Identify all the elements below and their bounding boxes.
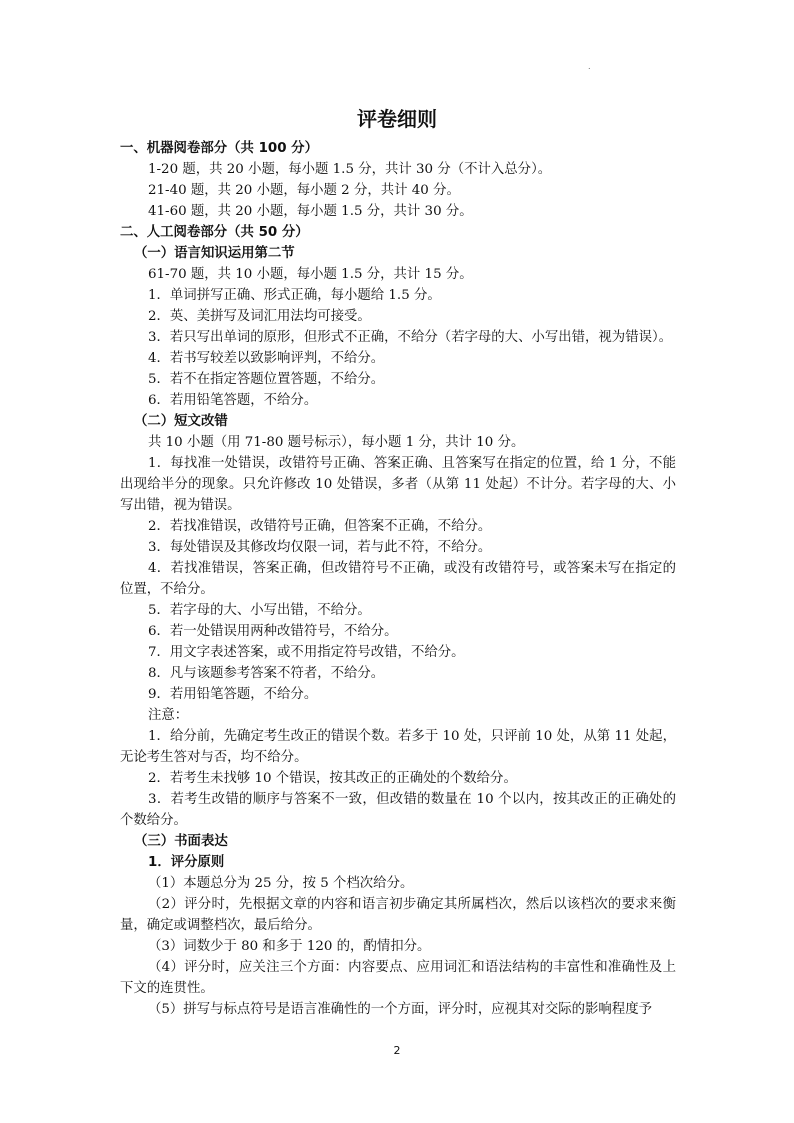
part-3-rule-1: （1）本题总分为 25 分，按 5 个档次给分。	[148, 876, 414, 891]
part-1-intro: 61-70 题，共 10 小题，每小题 1.5 分，共计 15 分。	[148, 267, 473, 282]
part-1-heading: （一）语言知识运用第二节	[134, 246, 295, 261]
section-1-line-2: 21-40 题，共 20 小题，每小题 2 分，共计 40 分。	[148, 183, 460, 198]
part-2-rule-9: 9．若用铅笔答题，不给分。	[148, 687, 318, 702]
part-2-rule-4: 4．若找准错误，答案正确，但改错符号不正确，或没有改错符号，或答案未写在指定的位置，不给分。	[120, 561, 676, 597]
part-2-note-label: 注意：	[148, 708, 189, 723]
page-title: 评卷细则	[357, 107, 437, 131]
part-3-subheading: 1．评分原则	[148, 855, 225, 870]
part-1-rule-2: 2．英、美拼写及词汇用法均可接受。	[148, 309, 371, 324]
section-1-heading: 一、机器阅卷部分（共 100 分）	[120, 141, 318, 156]
part-2-rule-1: 1．每找准一处错误，改错符号正确、答案正确、且答案写在指定的位置，给 1 分，不能出现给半分的现象。只允许修改 10 处错误，多者（从第 11 处起）不计分。若字母的大、小写出错，视为错误。	[120, 456, 676, 513]
part-3-rule-3: （3）词数少于 80 和多于 120 的，酌情扣分。	[148, 939, 431, 954]
part-1-rule-3: 3．若只写出单词的原形，但形式不正确，不给分（若字母的大、小写出错，视为错误）。	[148, 330, 673, 345]
part-2-rule-7: 7．用文字表述答案，或不用指定符号改错，不给分。	[148, 645, 465, 660]
part-2-heading: （二）短文改错	[134, 414, 228, 429]
part-2-note-1: 1．给分前，先确定考生改正的错误个数。若多于 10 处，只评前 10 处，从第 11 处起，无论考生答对与否，均不给分。	[120, 729, 676, 765]
section-2-heading: 二、人工阅卷部分（共 50 分）	[120, 225, 309, 240]
part-2-rule-6: 6．若一处错误用两种改错符号，不给分。	[148, 624, 398, 639]
section-1-line-3: 41-60 题，共 20 小题，每小题 1.5 分，共计 30 分。	[148, 204, 473, 219]
part-3-rule-5: （5）拼写与标点符号是语言准确性的一个方面，评分时，应视其对交际的影响程度予	[148, 1002, 652, 1017]
part-3-heading: （三）书面表达	[134, 834, 228, 849]
part-2-rule-5: 5．若字母的大、小写出错，不给分。	[148, 603, 371, 618]
document-body	[120, 138, 676, 1020]
part-2-note-3: 3．若考生改错的顺序与答案不一致，但改错的数量在 10 个以内，按其改正的正确处的个数给分。	[120, 792, 676, 828]
part-2-note-2: 2．若考生未找够 10 个错误，按其改正的正确处的个数给分。	[148, 771, 517, 786]
part-2-rule-3: 3．每处错误及其修改均仅限一词，若与此不符，不给分。	[148, 540, 492, 555]
part-2-intro: 共 10 小题（用 71-80 题号标示），每小题 1 分，共计 10 分。	[148, 435, 525, 450]
part-1-rule-6: 6．若用铅笔答题，不给分。	[148, 393, 318, 408]
corner-dot: .	[588, 62, 591, 71]
page-number: 2	[393, 1044, 401, 1057]
part-1-rule-5: 5．若不在指定答题位置答题，不给分。	[148, 372, 385, 387]
section-1-line-1: 1-20 题，共 20 小题，每小题 1.5 分，共计 30 分（不计入总分）。	[148, 162, 552, 177]
part-2-rule-8: 8．凡与该题参考答案不符者，不给分。	[148, 666, 385, 681]
part-3-rule-4: （4）评分时，应关注三个方面：内容要点、应用词汇和语法结构的丰富性和准确性及上下文的连贯性。	[120, 960, 676, 996]
part-2-rule-2: 2．若找准错误，改错符号正确，但答案不正确，不给分。	[148, 519, 492, 534]
part-1-rule-4: 4．若书写较差以致影响评判，不给分。	[148, 351, 385, 366]
part-3-rule-2: （2）评分时，先根据文章的内容和语言初步确定其所属档次，然后以该档次的要求来衡量，确定或调整档次，最后给分。	[120, 897, 676, 933]
part-1-rule-1: 1．单词拼写正确、形式正确，每小题给 1.5 分。	[148, 288, 441, 303]
